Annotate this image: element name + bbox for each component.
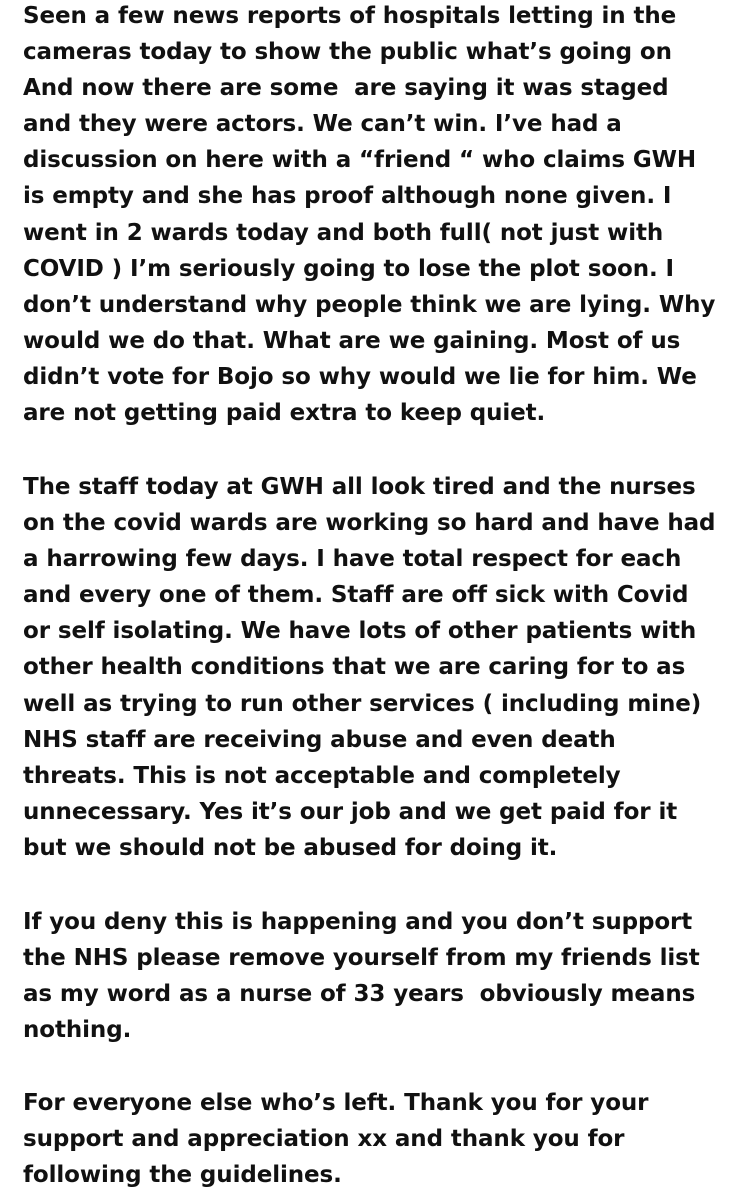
text-line: other health conditions that we are caring for to as	[23, 654, 686, 681]
text-line: The staff today at GWH all look tired and the nurses	[23, 474, 696, 500]
paragraph-1	[23, 0, 715, 431]
paragraph-2	[23, 469, 715, 866]
text-line: a harrowing few days. I have total respect for each	[23, 546, 682, 573]
text-line: on the covid wards are working so hard and have had	[23, 510, 716, 537]
text-line: or self isolating. We have lots of other patients with	[23, 618, 697, 645]
text-line: don’t understand why people think we are lying. Why	[23, 291, 716, 318]
text-line: and they were actors. We can’t win. I’ve had a	[23, 111, 622, 138]
text-line: And now there are some are saying it was staged	[23, 75, 669, 102]
text-line: are not getting paid extra to keep quiet.	[23, 400, 546, 427]
text-line: NHS staff are receiving abuse and even death	[23, 726, 616, 753]
text-line: and every one of them. Staff are off sick with Covid	[23, 582, 689, 609]
text-line: is empty and she has proof although none given. I	[23, 183, 672, 210]
text-line: nothing.	[23, 1017, 132, 1044]
paragraph-4	[23, 1085, 648, 1193]
text-line: as my word as a nurse of 33 years obviously means	[23, 981, 696, 1008]
text-line: support and appreciation xx and thank you for	[23, 1126, 625, 1153]
text-line: following the guidelines.	[23, 1162, 342, 1189]
text-line: well as trying to run other services ( including mine)	[23, 690, 702, 717]
text-line: For everyone else who’s left. Thank you for your	[23, 1090, 649, 1116]
text-line: but we should not be abused for doing it.	[23, 834, 558, 861]
text-line: If you deny this is happening and you don’t support	[23, 909, 693, 935]
text-line: discussion on here with a “friend “ who claims GWH	[23, 147, 697, 174]
text-line: didn’t vote for Bojo so why would we lie for him. We	[23, 363, 697, 390]
text-line: cameras today to show the public what’s going on	[23, 39, 672, 66]
text-line: the NHS please remove yourself from my friends list	[23, 945, 700, 972]
text-line: would we do that. What are we gaining. Most of us	[23, 327, 681, 354]
text-line: Seen a few news reports of hospitals letting in the	[23, 3, 677, 29]
text-line: threats. This is not acceptable and completely	[23, 762, 621, 789]
paragraph-3	[23, 904, 700, 1048]
text-line: unnecessary. Yes it’s our job and we get paid for it	[23, 798, 678, 825]
text-line: went in 2 wards today and both full( not just with	[23, 219, 664, 246]
text-line: COVID ) I’m seriously going to lose the plot soon. I	[23, 255, 674, 282]
